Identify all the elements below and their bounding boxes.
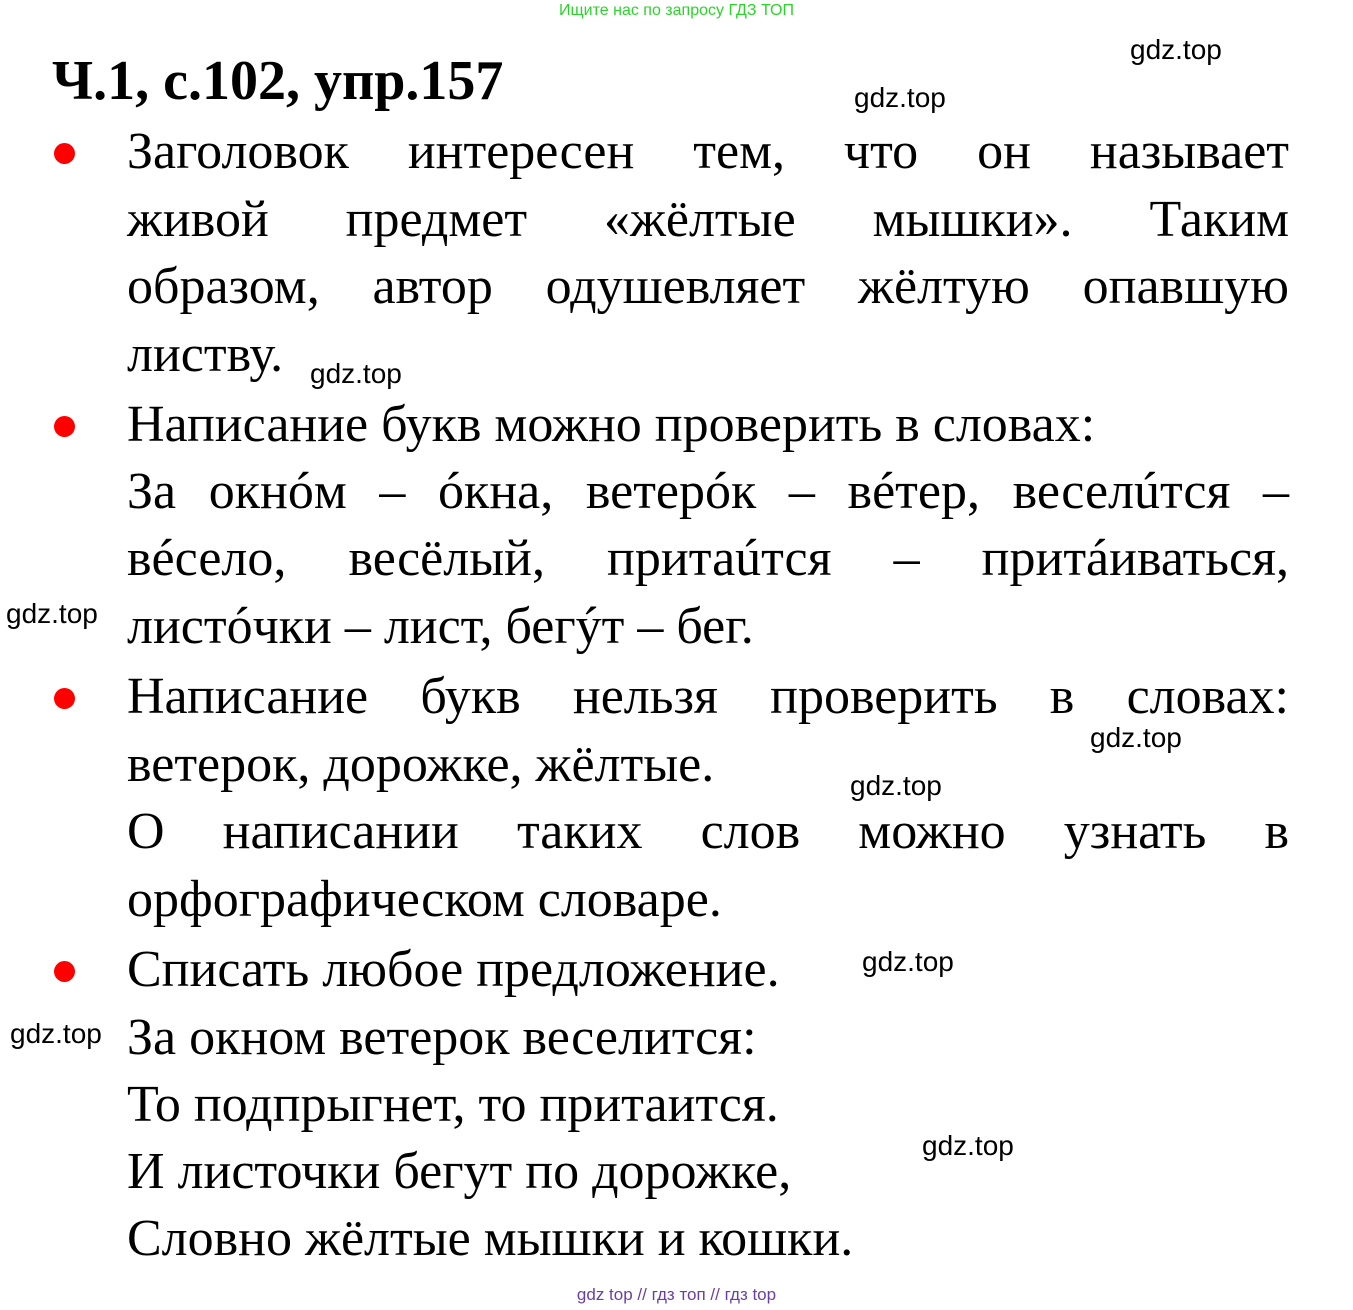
- text-line: листву.: [127, 326, 284, 383]
- bullet-marker: [54, 143, 75, 164]
- text-line: Написание букв нельзя проверить в словах:: [127, 668, 1289, 725]
- watermark: gdz.top: [310, 358, 402, 389]
- watermark: gdz.top: [1090, 722, 1182, 753]
- text-line: Заголовок интересен тем, что он называет: [127, 123, 1289, 180]
- text-line: ветерок, дорожке, жёлтые.: [127, 736, 715, 793]
- poem-line: За окном ветерок веселится:: [127, 1009, 757, 1066]
- watermark: gdz.top: [922, 1130, 1014, 1161]
- text-line: Написание букв можно проверить в словах:: [127, 396, 1096, 453]
- watermark: gdz.top: [862, 946, 954, 977]
- poem-line: И листочки бегут по дорожке,: [127, 1143, 792, 1200]
- text-line: О написании таких слов можно узнать в: [127, 803, 1289, 860]
- text-line: образом, автор одушевляет жёлтую опавшую: [127, 258, 1289, 315]
- text-line: живой предмет «жёлтые мышки». Таким: [127, 191, 1289, 248]
- watermark: gdz.top: [1130, 34, 1222, 65]
- text-line: орфографическом словаре.: [127, 871, 722, 928]
- bullet-marker: [54, 961, 75, 982]
- watermark: gdz.top: [854, 82, 946, 113]
- poem-line: Словно жёлтые мышки и кошки.: [127, 1210, 854, 1267]
- bullet-marker: [54, 416, 75, 437]
- text-line: вéсело, весёлый, притаúтся – притáиваться,: [127, 530, 1289, 587]
- poem-line: То подпрыгнет, то притаится.: [127, 1076, 779, 1133]
- text-line: Списать любое предложение.: [127, 941, 780, 998]
- text-line: листóчки – лист, бегýт – бег.: [127, 598, 754, 655]
- text-line: За окнóм – óкна, ветерóк – вéтер, веселúтся –: [127, 463, 1289, 520]
- page-title: Ч.1, с.102, упр.157: [52, 50, 504, 112]
- watermark: gdz.top: [6, 598, 98, 629]
- top-banner: Ищите нас по запросу ГДЗ ТОП: [559, 2, 794, 19]
- bullet-marker: [54, 688, 75, 709]
- watermark: gdz.top: [10, 1018, 102, 1049]
- footer-watermark: gdz top // гдз топ // гдз top: [576, 1285, 777, 1304]
- watermark: gdz.top: [850, 770, 942, 801]
